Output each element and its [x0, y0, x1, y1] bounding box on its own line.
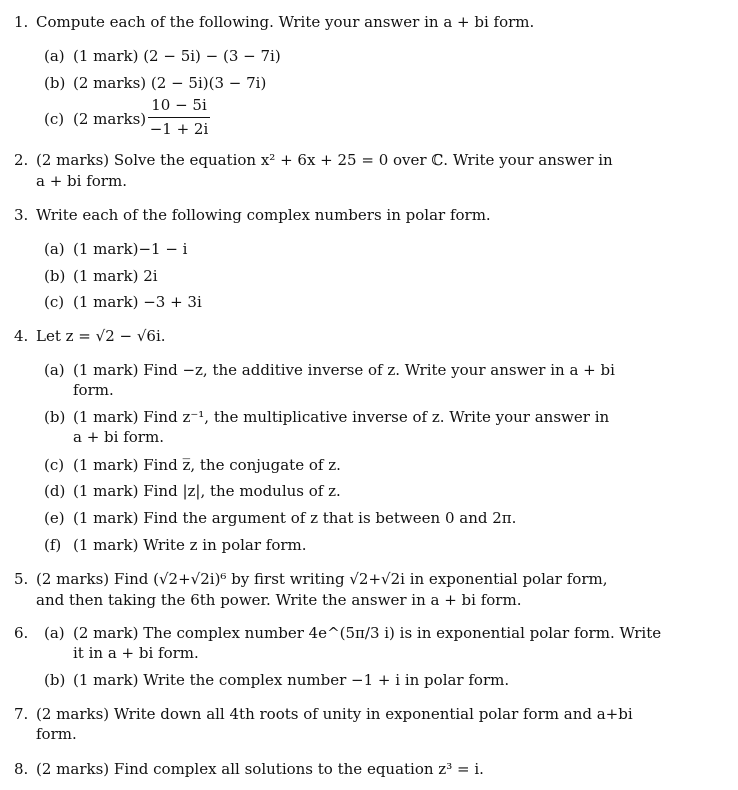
q1b-label: (b) [44, 74, 66, 92]
q3b-label: (b) [44, 267, 66, 285]
q1c-denominator: −1 + 2i [149, 120, 209, 138]
q6a-line1: (2 mark) The complex number 4e^(5π/3 i) is in exponential polar form. Write [73, 624, 662, 642]
q3a-text: (1 mark)−1 − i [73, 240, 188, 258]
q6a-line2: it in a + bi form. [73, 644, 199, 662]
q1-text: Compute each of the following. Write your answer in a + bi form. [36, 13, 535, 31]
q4e-label: (e) [44, 509, 65, 527]
q4b-line1: (1 mark) Find z⁻¹, the multiplicative inverse of z. Write your answer in [73, 408, 610, 426]
q1c-fraction-bar [148, 117, 210, 118]
q3c-text: (1 mark) −3 + 3i [73, 293, 202, 311]
q3b-text: (1 mark) 2i [73, 267, 158, 285]
q2-line1: (2 marks) Solve the equation x² + 6x + 25 = 0 over ℂ. Write your answer in [36, 151, 613, 169]
q4-number: 4. [14, 327, 29, 345]
q4b-line2: a + bi form. [73, 428, 164, 446]
q2-number: 2. [14, 151, 29, 169]
q1b-text: (2 marks) (2 − 5i)(3 − 7i) [73, 74, 267, 92]
q4e-text: (1 mark) Find the argument of z that is between 0 and 2π. [73, 509, 517, 527]
q1c-numerator: 10 − 5i [151, 96, 207, 114]
q6a-label: (a) [44, 624, 65, 642]
q4f-text: (1 mark) Write z in polar form. [73, 536, 307, 554]
q3-text: Write each of the following complex numbers in polar form. [36, 206, 491, 224]
q7-line1: (2 marks) Write down all 4th roots of unity in exponential polar form and a+bi [36, 705, 633, 723]
q4a-label: (a) [44, 361, 65, 379]
q5-line1: (2 marks) Find (√2+√2i)⁶ by first writing √2+√2i in exponential polar form, [36, 570, 608, 588]
q8-text: (2 marks) Find complex all solutions to the equation z³ = i. [36, 760, 484, 778]
q7-line2: form. [36, 725, 77, 743]
q2-line2: a + bi form. [36, 172, 127, 190]
q4d-label: (d) [44, 482, 66, 500]
q3a-label: (a) [44, 240, 65, 258]
q1-number: 1. [14, 13, 29, 31]
q7-number: 7. [14, 705, 29, 723]
q3-number: 3. [14, 206, 29, 224]
q4b-label: (b) [44, 408, 66, 426]
q6b-text: (1 mark) Write the complex number −1 + i in polar form. [73, 671, 510, 689]
q4c-text: (1 mark) Find z̅, the conjugate of z. [73, 456, 341, 474]
q5-line2: and then taking the 6th power. Write the answer in a + bi form. [36, 591, 522, 609]
q1a-text: (1 mark) (2 − 5i) − (3 − 7i) [73, 47, 281, 65]
q4c-label: (c) [44, 456, 65, 474]
q6-number: 6. [14, 624, 29, 642]
q5-number: 5. [14, 570, 29, 588]
q6b-label: (b) [44, 671, 66, 689]
q1c-text: (2 marks) [73, 110, 147, 128]
q4-text: Let z = √2 − √6i. [36, 327, 166, 345]
q4f-label: (f) [44, 536, 62, 554]
q3c-label: (c) [44, 293, 65, 311]
q4a-line1: (1 mark) Find −z, the additive inverse of z. Write your answer in a + bi [73, 361, 615, 379]
q8-number: 8. [14, 760, 29, 778]
q1a-label: (a) [44, 47, 65, 65]
q4d-text: (1 mark) Find |z|, the modulus of z. [73, 482, 341, 500]
q4a-line2: form. [73, 381, 114, 399]
q1c-label: (c) [44, 110, 65, 128]
